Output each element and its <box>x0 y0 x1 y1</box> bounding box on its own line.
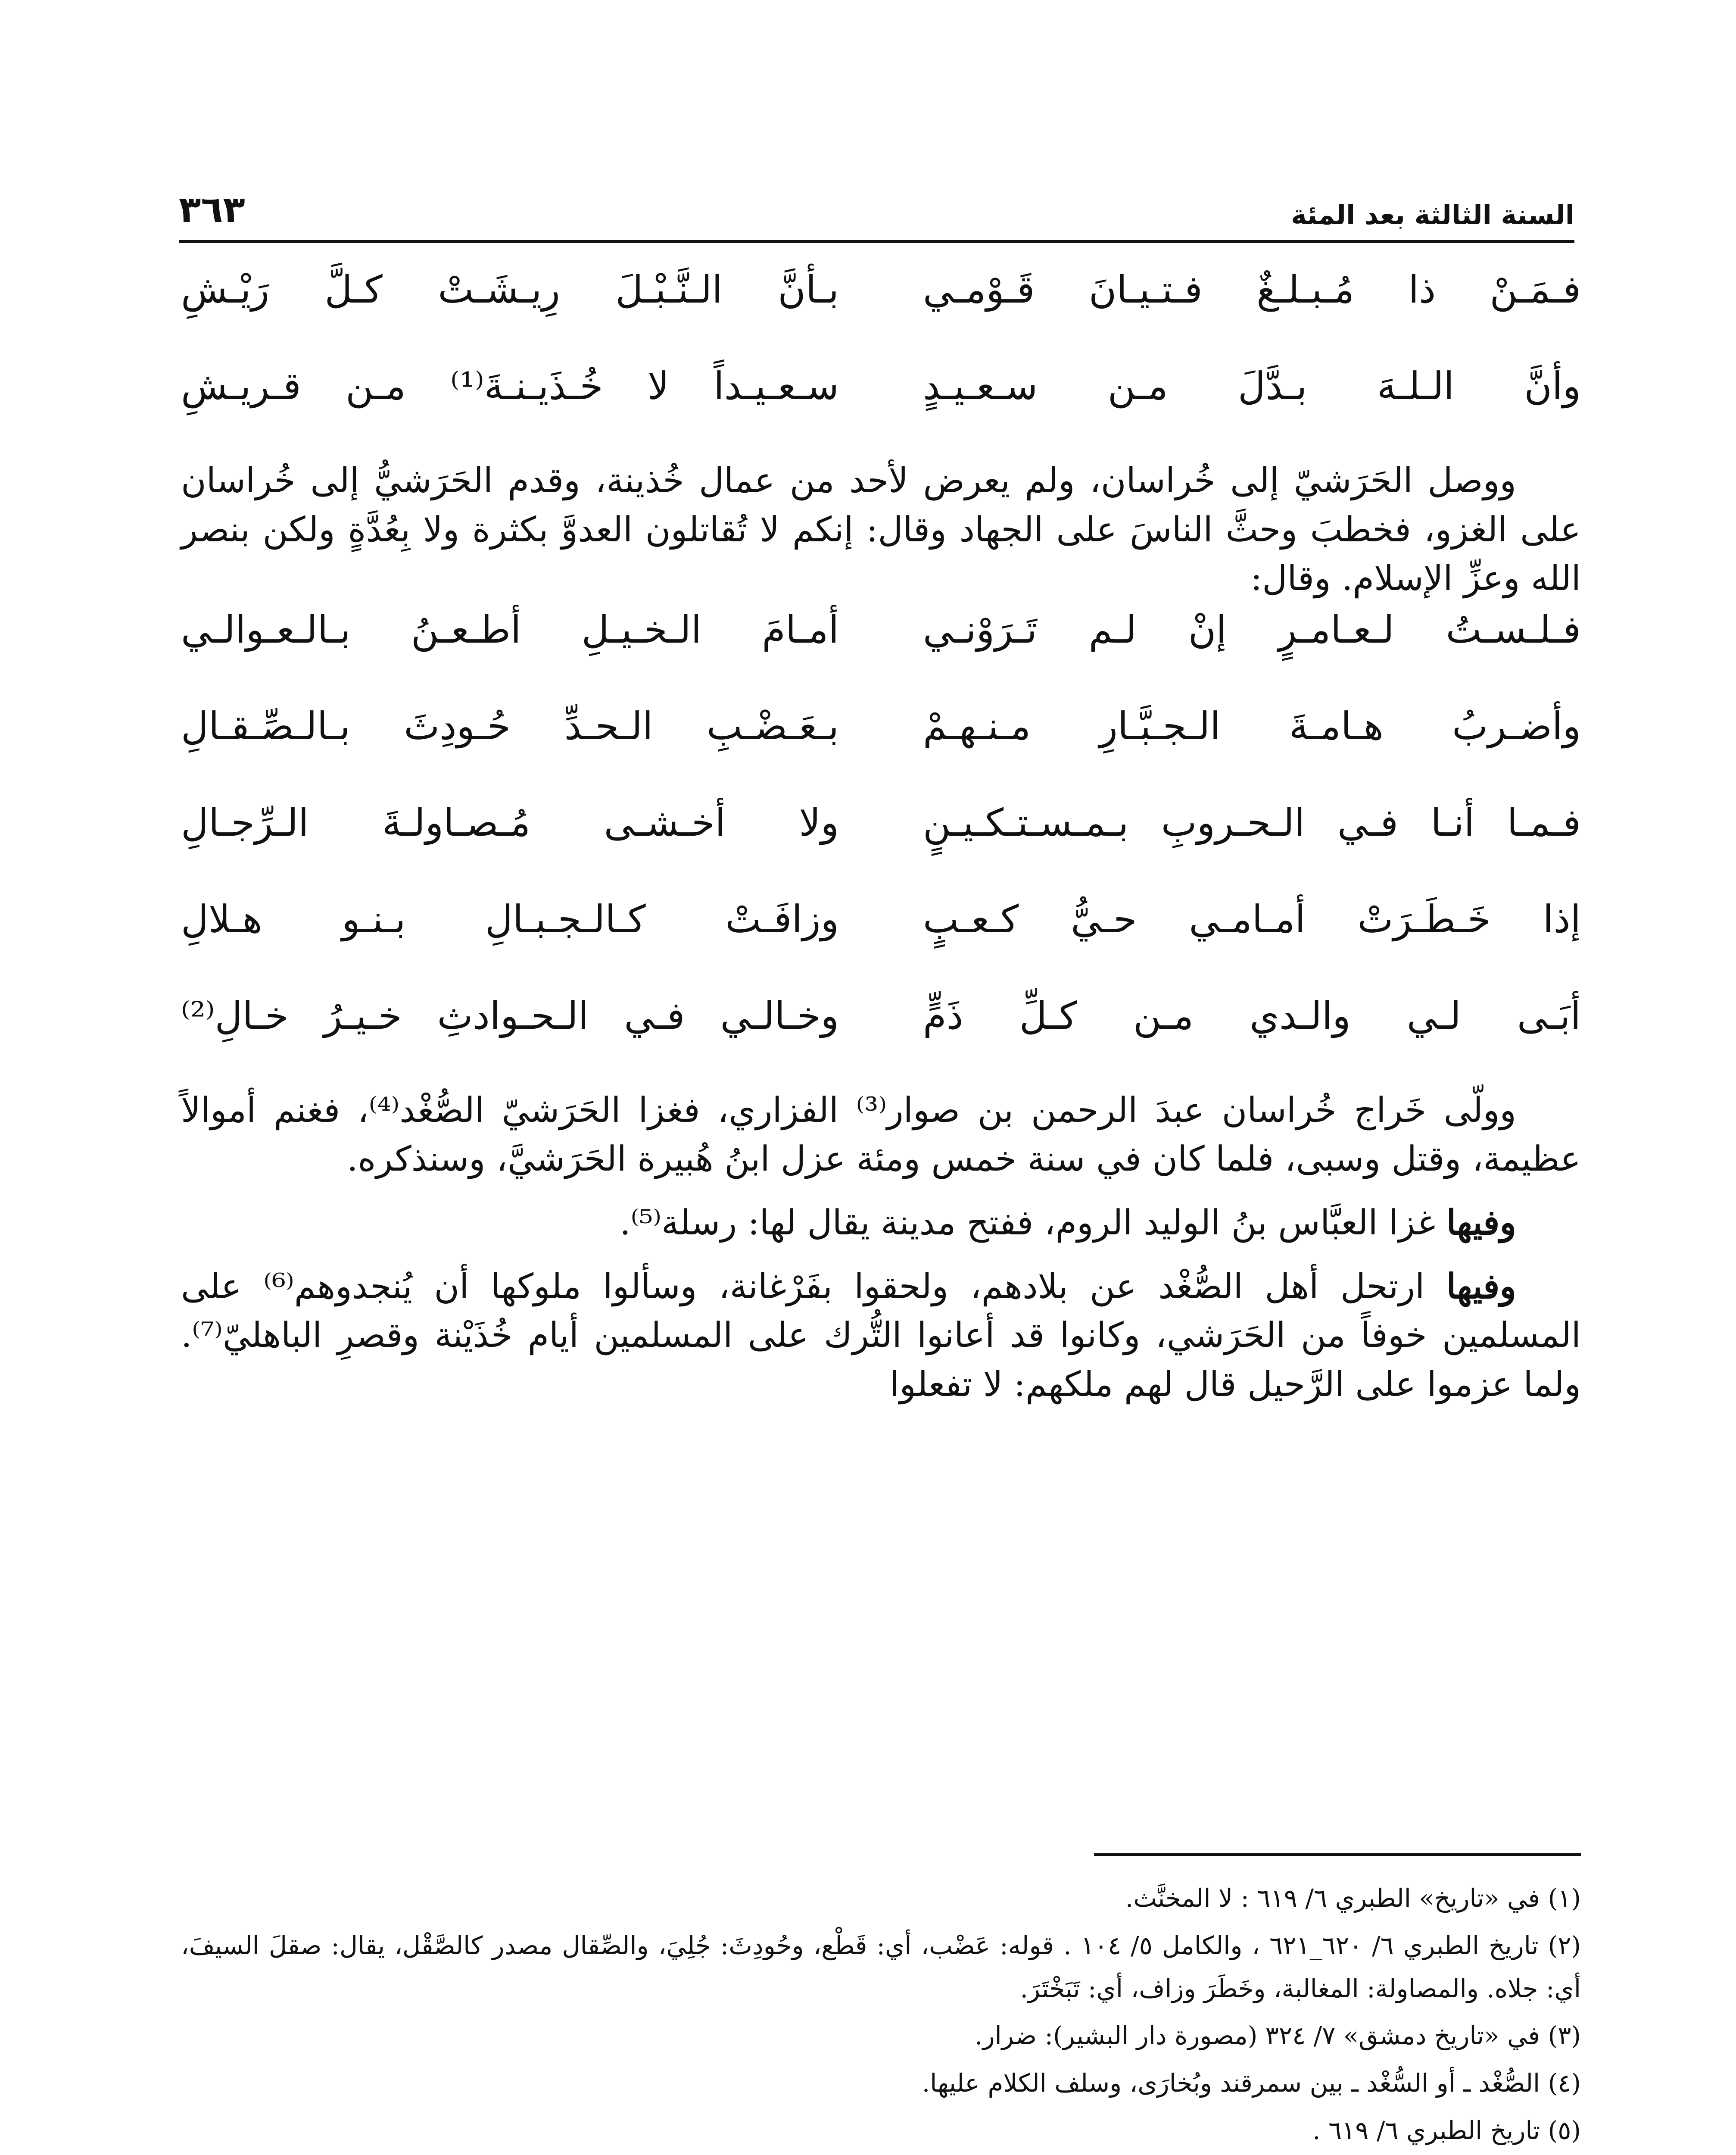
paragraph-text: ارتحل أهل الصُّغْد عن بلادهم، ولحقوا بفَرْغانة، وسألوا ملوكها أن يُنجدوهم⁽⁶⁾ على المسلمين خوفاً من الحَرَشي، وكانوا قد أعانوا التُّرك على المسلمين أيام خُذَيْنة وقصرِ الباهليّ⁽⁷⁾. ولما عزموا على الرَّحيل قال لهم ملكهم: لا تفعلوا <box>181 1266 1581 1404</box>
verse-first-hemistich: فـلـسـتُ لـعـامـرٍ إنْ لـم تَـرَوْنـي <box>923 607 1581 652</box>
verse-first-hemistich: فـمـا أنـا فـي الـحـروبِ بـمـسـتـكـيـنٍ <box>923 800 1581 845</box>
verse-line <box>181 700 1581 796</box>
verse-first-hemistich: وأنَّ الـلـهَ بـدَّلَ مـن سـعـيـدٍ <box>923 364 1581 408</box>
verse-first-hemistich: إذا خَـطَـرَتْ أمـامـي حـيُّ كـعـبٍ <box>923 896 1581 941</box>
footnote: (٣) في «تاريخ دمشق» ٧/ ٣٢٤ (مصورة دار البشير): ضرار. <box>975 2021 1581 2051</box>
verse-second-hemistich: وزافَـتْ كـالـجـبـالِ بـنـو هـلالِ <box>181 896 839 941</box>
footnote-divider <box>1094 1853 1581 1856</box>
verse-first-hemistich: وأضـربُ هـامـةَ الـجـبَّـارِ مـنـهـمْ <box>923 703 1581 748</box>
verse-line <box>181 796 1581 893</box>
poem-block <box>181 603 1581 1086</box>
running-title: السنة الثالثة بعد المئة <box>1291 199 1574 231</box>
paragraph: ووصل الحَرَشيّ إلى خُراسان، ولم يعرض لأحد من عمال خُذينة، وقدم الحَرَشيُّ إلى خُراسان على الغزو، فخطبَ وحثَّ الناسَ على الجهاد وقال: إنكم لا تُقاتلون العدوَّ بكثرة ولا بِعُدَّةٍ ولكن بنصر الله وعزِّ الإسلام. وقال: <box>181 460 1581 599</box>
verse-second-hemistich: سـعـيـداً لا خُـذَيـنـةَ⁽¹⁾ مـن قـريـشِ <box>181 364 839 408</box>
verse-line <box>181 989 1581 1086</box>
verse-second-hemistich: ولا أخـشـى مُـصـاولـةَ الـرِّجـالِ <box>181 800 839 845</box>
main-text <box>181 263 1581 1819</box>
verse-line <box>181 359 1581 456</box>
paragraph-lead: وفيها <box>1446 1202 1516 1243</box>
footnotes <box>181 1877 1581 2155</box>
poem-block <box>181 263 1581 456</box>
verse-second-hemistich: بـأنَّ الـنَّـبْـلَ رِيـشَـتْ كـلَّ رَيْـشِ <box>181 267 839 312</box>
verse-line <box>181 893 1581 989</box>
footnote: (٢) تاريخ الطبري ٦/ ٦٢٠_٦٢١ ، والكامل ٥/ ١٠٤ . قوله: عَضْب، أي: قَطْع، وحُودِثَ: جُلِيَ، والصِّقال مصدر كالصَّقْل، يقال: صقلَ السيفَ، أي: جلاه. والمصاولة: المغالبة، وخَطَرَ وزاف، أي: تَبَخْتَرَ. <box>181 1930 1581 2003</box>
footnote: (١) في «تاريخ» الطبري ٦/ ٦١٩ : لا المخنَّث. <box>1125 1883 1581 1913</box>
paragraph: وولّى خَراج خُراسان عبدَ الرحمن بن صوار⁽³⁾ الفزاري، فغزا الحَرَشيّ الصُّغْد⁽⁴⁾، فغنم أموالاً عظيمة، وقتل وسبى، فلما كان في سنة خمس ومئة عزل ابنُ هُبيرة الحَرَشيَّ، وسنذكره. <box>181 1090 1581 1179</box>
verse-second-hemistich: بـعَـضْـبِ الـحـدِّ حُـودِثَ بـالـصِّـقـالِ <box>181 703 839 748</box>
verse-first-hemistich: فـمَـنْ ذا مُـبـلـغٌ فـتـيـانَ قَـوْمـي <box>923 267 1581 312</box>
footnote: (٤) الصُّغْد ـ أو السُّغْد ـ بين سمرقند وبُخارَى، وسلف الكلام عليها. <box>922 2068 1581 2098</box>
footnote: (٥) تاريخ الطبري ٦/ ٦١٩ . <box>1312 2115 1581 2145</box>
paragraph <box>181 1198 1581 1247</box>
paragraph <box>181 1262 1581 1409</box>
paragraph-lead: وفيها <box>1446 1265 1516 1306</box>
verse-second-hemistich: أمـامَ الـخـيـلِ أطـعـنُ بـالـعـوالـي <box>181 607 839 652</box>
verse-line <box>181 263 1581 359</box>
paragraph-text: غزا العبَّاس بنُ الوليد الروم، ففتح مدينة يقال لها: رسلة⁽⁵⁾. <box>620 1202 1436 1243</box>
page-number: ٣٦٣ <box>179 188 245 231</box>
verse-first-hemistich: أبَـى لـي والـدي مـن كـلِّ ذَمٍّ <box>923 993 1581 1038</box>
verse-line <box>181 603 1581 700</box>
page-header <box>179 166 1574 243</box>
verse-second-hemistich: وخـالـي فـي الـحـوادثِ خـيـرُ خـالِ⁽²⁾ <box>181 993 839 1038</box>
